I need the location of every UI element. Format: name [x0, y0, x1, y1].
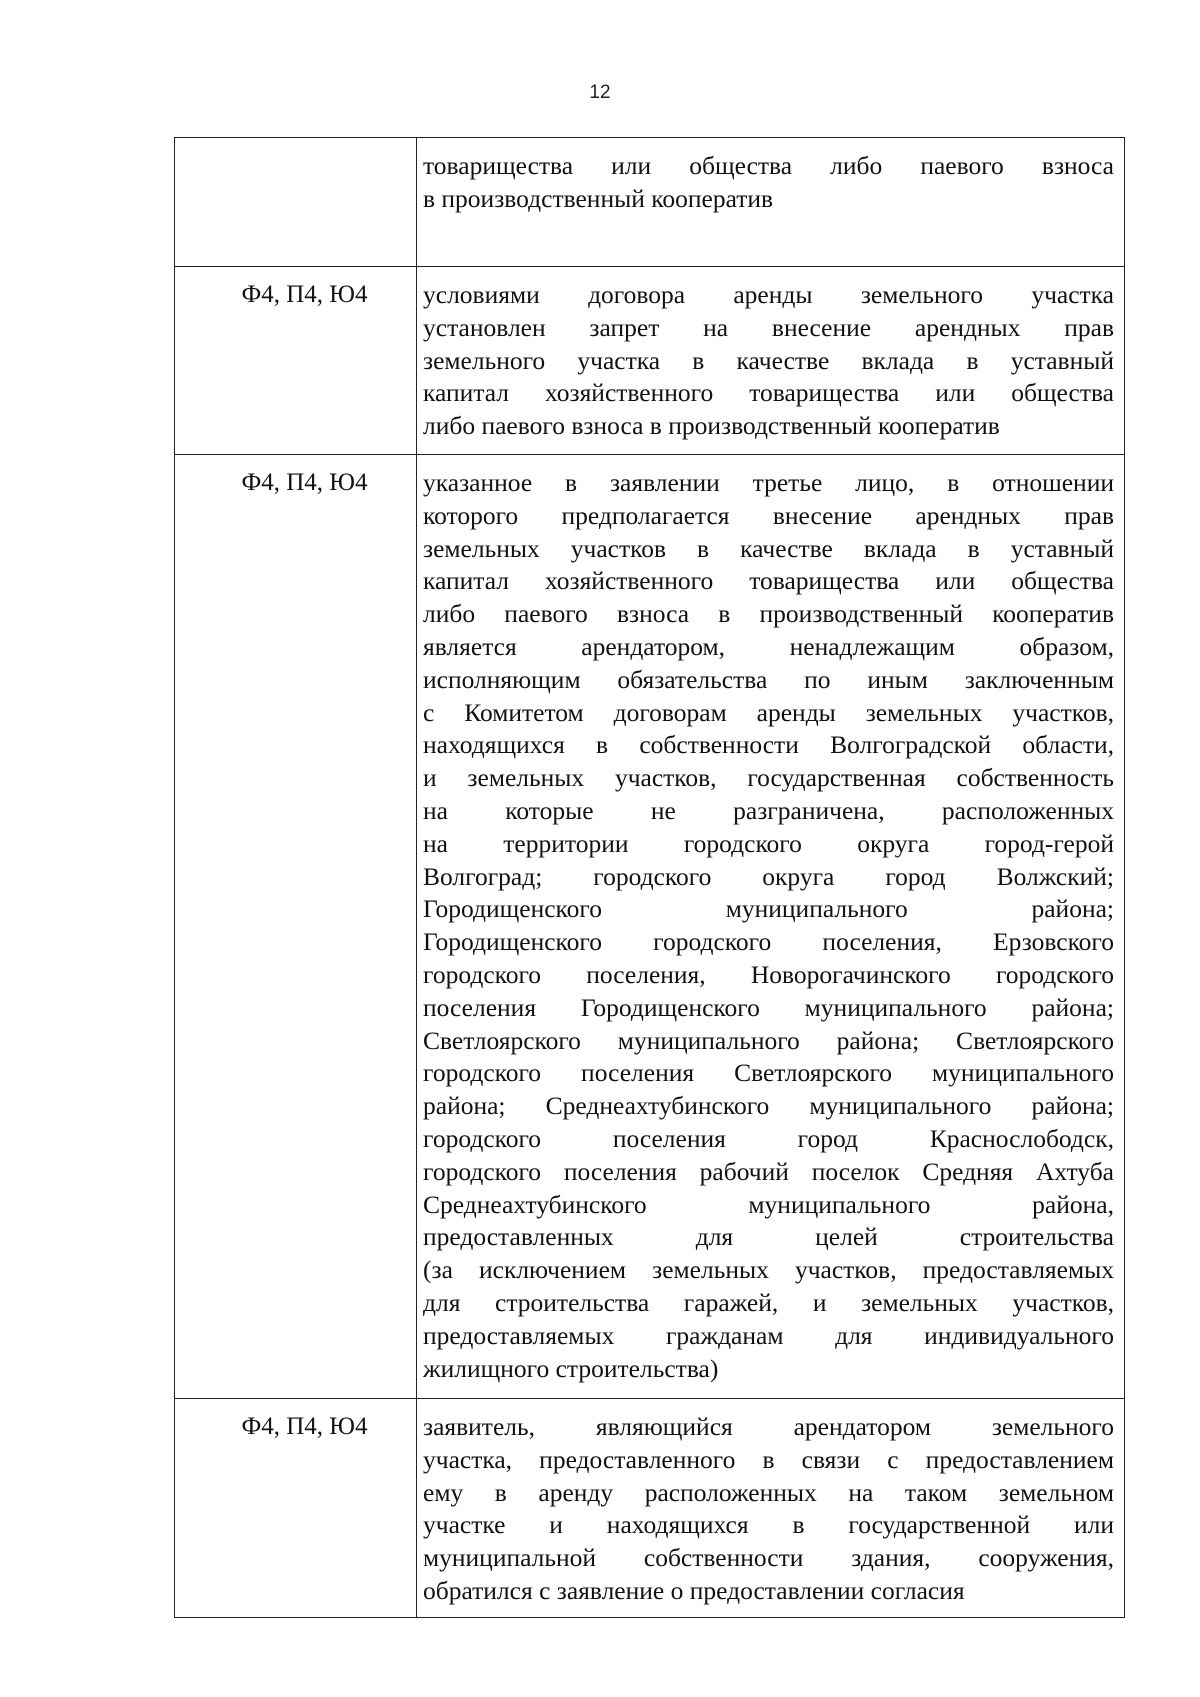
text-line: жилищного строительства): [423, 1353, 719, 1383]
code-cell: [175, 267, 417, 455]
code-text: [175, 138, 416, 150]
text-line: поселения Городищенского муниципального района;: [423, 992, 1114, 1022]
text-line: ему в аренду расположенных на таком земельном: [423, 1477, 1114, 1507]
text-line: для строительства гаражей, и земельных участков,: [423, 1287, 1114, 1317]
text-line: муниципальной собственности здания, сооружения,: [423, 1543, 1114, 1573]
description-cell: [417, 138, 1125, 267]
description-text: [417, 138, 1124, 220]
code-cell: [175, 138, 417, 267]
text-line: которого предполагается внесение арендных прав: [423, 500, 1114, 530]
text-line: Городищенского городского поселения, Ерзовского: [423, 927, 1114, 957]
description-cell: [417, 267, 1125, 455]
text-line: городского поселения город Краснослободск,: [423, 1123, 1114, 1153]
text-line: исполняющим обязательства по иным заключенным: [423, 664, 1114, 694]
description-cell: [417, 455, 1125, 1399]
description-text: [417, 267, 1124, 447]
code-text: Ф4, П4, Ю4: [241, 469, 368, 496]
text-line: на которые не разграничена, расположенных: [423, 795, 1114, 825]
text-line: Волгоград; городского округа город Волжский;: [423, 861, 1114, 891]
text-line: предоставляемых гражданам для индивидуального: [423, 1320, 1114, 1350]
text-line: Среднеахтубинского муниципального района,: [423, 1189, 1114, 1219]
text-line: либо паевого взноса в производственный кооператив: [423, 599, 1114, 629]
table-row: [175, 455, 1125, 1399]
text-line: на территории городского округа город-герой: [423, 828, 1114, 858]
document-table: [174, 137, 1125, 1618]
text-line: установлен запрет на внесение арендных прав: [423, 312, 1114, 342]
table-row: [175, 1399, 1125, 1618]
description-text: [417, 455, 1124, 1389]
text-line: участка, предоставленного в связи с предоставлением: [423, 1444, 1114, 1474]
text-line: находящихся в собственности Волгоградской области,: [423, 730, 1114, 760]
text-line: участке и находящихся в государственной или: [423, 1510, 1114, 1540]
text-line: городского поселения, Новорогачинского городского: [423, 959, 1114, 989]
text-line: с Комитетом договорам аренды земельных участков,: [423, 697, 1114, 727]
code-cell: [175, 1399, 417, 1618]
text-line: в производственный кооператив: [423, 183, 774, 213]
code-cell: [175, 455, 417, 1399]
table-row: [175, 267, 1125, 455]
text-line: условиями договора аренды земельного участка: [423, 280, 1114, 309]
table-row: [175, 138, 1125, 267]
description-text: [417, 1399, 1124, 1612]
code-text: Ф4, П4, Ю4: [241, 1413, 368, 1440]
text-line: городского поселения рабочий поселок Средняя Ахтуба: [423, 1156, 1114, 1186]
page-number: 12: [589, 82, 611, 103]
text-line: либо паевого взноса в производственный кооператив: [423, 411, 1000, 441]
text-line: (за исключением земельных участков, предоставляемых: [423, 1255, 1114, 1285]
text-line: района; Среднеахтубинского муниципального района;: [423, 1091, 1114, 1121]
text-line: товарищества или общества либо паевого взноса: [423, 151, 1114, 180]
text-line: капитал хозяйственного товарищества или общества: [423, 378, 1114, 408]
text-line: земельного участка в качестве вклада в уставный: [423, 345, 1114, 375]
text-line: городского поселения Светлоярского муниципального: [423, 1058, 1114, 1088]
code-text: Ф4, П4, Ю4: [241, 281, 368, 308]
text-line: указанное в заявлении третье лицо, в отношении: [423, 468, 1114, 497]
description-cell: [417, 1399, 1125, 1618]
text-line: является арендатором, ненадлежащим образом,: [423, 631, 1114, 661]
text-line: обратился с заявление о предоставлении согласия: [423, 1575, 965, 1605]
text-line: капитал хозяйственного товарищества или общества: [423, 566, 1114, 596]
text-line: Светлоярского муниципального района; Светлоярского: [423, 1025, 1114, 1055]
text-line: и земельных участков, государственная собственность: [423, 763, 1114, 793]
text-line: земельных участков в качестве вклада в уставный: [423, 533, 1114, 563]
text-line: предоставленных для целей строительства: [423, 1222, 1114, 1252]
text-line: заявитель, являющийся арендатором земельного: [423, 1412, 1114, 1441]
text-line: Городищенского муниципального района;: [423, 894, 1114, 924]
